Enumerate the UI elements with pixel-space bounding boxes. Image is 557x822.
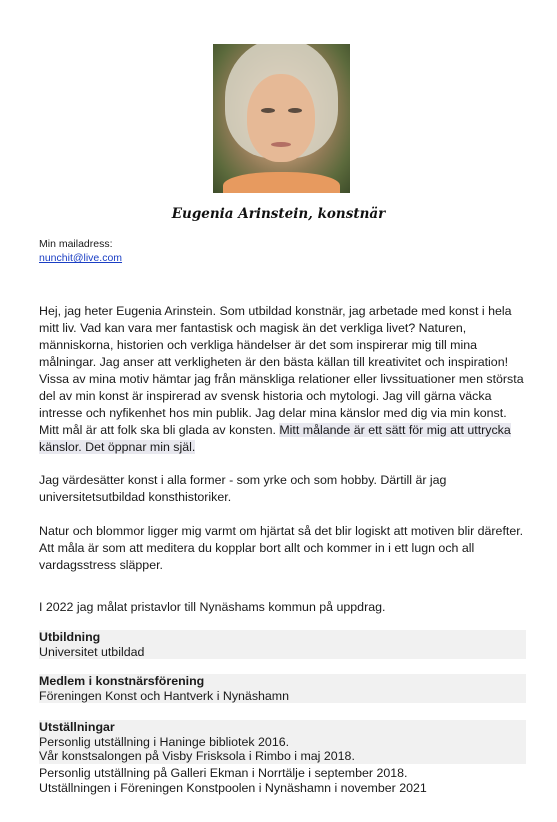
artist-name: Eugenia Arinstein [171,206,309,222]
portrait-mouth [271,142,291,147]
bio-paragraph-1 [39,303,529,456]
exhibition-item: Utställningen i Föreningen Konstpoolen i Nynäshamn i november 2021 [39,781,427,795]
bio-paragraph-3: Natur och blommor ligger mig varmt om hjärtat så det blir logiskt att motiven blir därefter. Att måla är som att meditera du kopplar bort allt och kommer in i ett lugn och all vardagsstress släpper. [39,524,524,572]
email-link[interactable]: nunchit@live.com [39,252,123,264]
bio-highlighted-text: Mitt målande är ett sätt för mig att uttrycka känslor. Det öppnar min själ. [39,423,511,454]
artist-portrait-photo [213,44,350,193]
education-section [39,630,526,659]
bio-text: Hej, jag heter Eugenia Arinstein. Som utbildad konstnär, jag arbetade med konst i hela mitt liv. Vad kan vara mer fantastisk och magisk än det verkliga livet? Naturen, människorna, historien och verkliga händelser är det som inspirerar mig till mina målningar. Jag anser att verkligheten är den bästa källan till kreativitet och inspiration! Vissa av mina motiv hämtar jag från mänskliga relationer eller livssituationer men största del av min konst är inspirerad av svensk historia och mytologi. Jag vill gärna väcka intresse och nyfikenhet hos min publik. Jag delar mina känslor med dig via min konst. Mitt mål är att folk ska bli glada av konsten. [39,304,524,437]
exhibition-item: Personlig utställning på Galleri Ekman i Norrtälje i september 2018. [39,766,408,780]
membership-heading: Medlem i konstnärsförening [39,674,205,688]
portrait-shirt [223,172,340,193]
email-label: Min mailadress: [39,238,113,250]
portrait-left-eye [261,108,275,113]
artist-title-suffix: , konstnär [308,206,386,222]
education-heading: Utbildning [39,630,101,644]
education-value: Universitet utbildad [39,644,145,659]
bio-paragraph-2: Jag värdesätter konst i alla former - som yrke och som hobby. Därtill är jag universitetsutbildad konsthistoriker. [39,473,447,504]
exhibition-item: Vår konstsalongen på Visby Frisksola i Rimbo i maj 2018. [39,749,355,764]
portrait-right-eye [288,108,302,113]
portrait-face [247,74,315,162]
exhibition-item: Personlig utställning i Haninge bibliotek 2016. [39,734,290,749]
membership-section [39,674,526,703]
membership-value: Föreningen Konst och Hantverk i Nynäshamn [39,688,290,703]
bio-paragraph-4: I 2022 jag målat pristavlor till Nynäshams kommun på uppdrag. [39,600,386,614]
exhibitions-heading: Utställningar [39,720,115,734]
page-title [0,206,557,222]
exhibitions-section [39,720,526,764]
